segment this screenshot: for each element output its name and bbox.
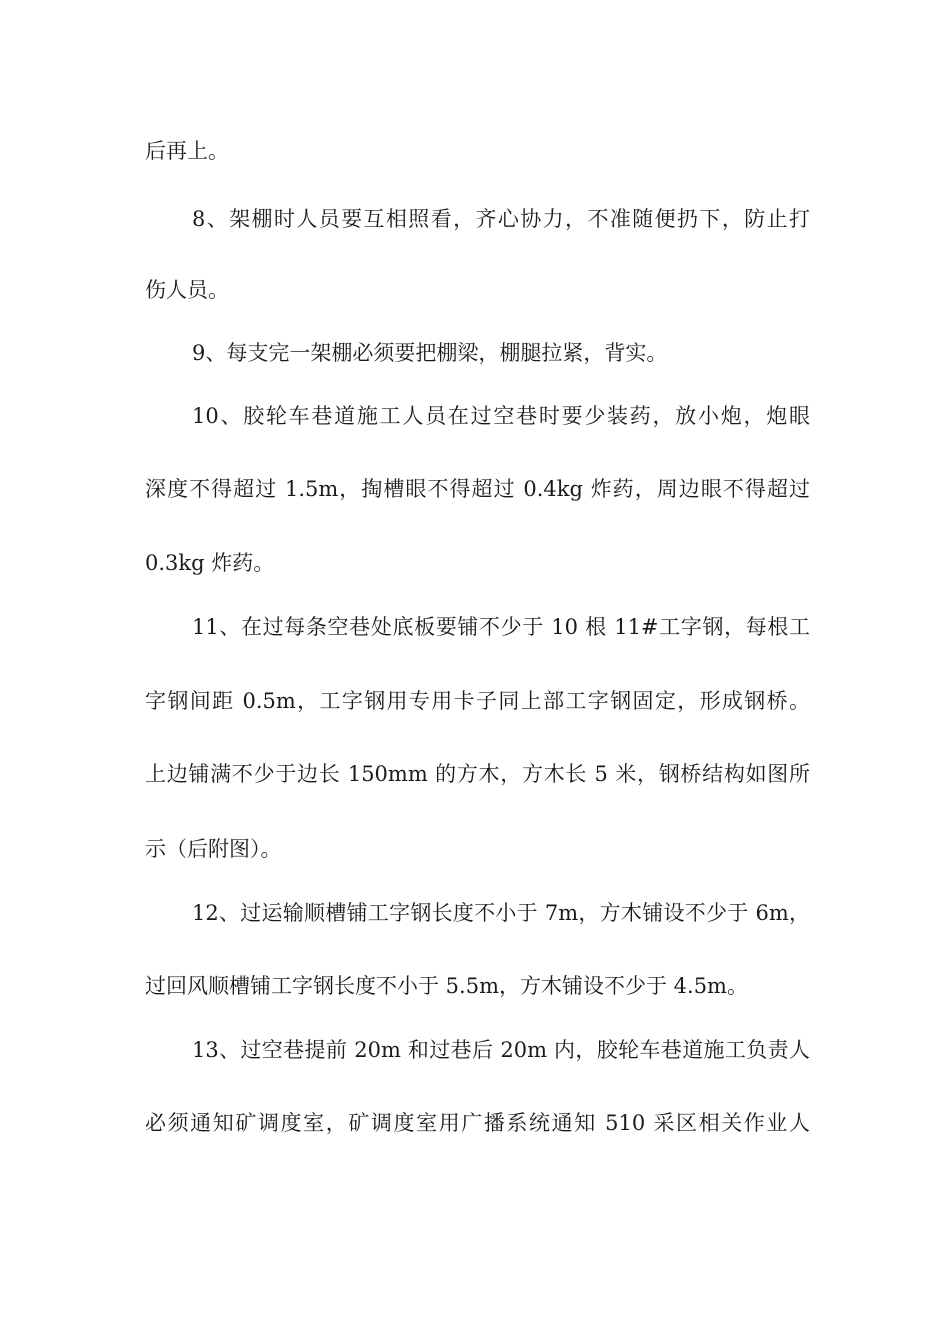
- text-line-2: 8、架棚时人员要互相照看，齐心协力，不准随便扔下，防止打: [192, 207, 810, 231]
- text-line-12: 12、过运输顺槽铺工字钢长度不小于 7m，方木铺设不少于 6m，: [192, 901, 810, 925]
- text-line-5: 10、胶轮车巷道施工人员在过空巷时要少装药，放小炮，炮眼: [192, 404, 810, 428]
- text-line-10: 上边铺满不少于边长 150mm 的方木，方木长 5 米，钢桥结构如图所: [145, 762, 810, 786]
- text-line-1: 后再上。: [145, 139, 229, 163]
- text-line-9: 字钢间距 0.5m，工字钢用专用卡子同上部工字钢固定，形成钢桥。: [145, 689, 810, 713]
- text-line-6: 深度不得超过 1.5m，掏槽眼不得超过 0.4kg 炸药，周边眼不得超过: [145, 477, 810, 501]
- text-line-4: 9、每支完一架棚必须要把棚梁，棚腿拉紧，背实。: [192, 341, 668, 365]
- text-line-7: 0.3kg 炸药。: [145, 551, 275, 575]
- text-line-15: 必须通知矿调度室，矿调度室用广播系统通知 510 采区相关作业人: [145, 1111, 810, 1135]
- text-line-14: 13、过空巷提前 20m 和过巷后 20m 内，胶轮车巷道施工负责人: [192, 1038, 810, 1062]
- text-line-3: 伤人员。: [145, 278, 229, 302]
- text-line-11: 示（后附图）。: [145, 837, 282, 861]
- text-line-8: 11、在过每条空巷处底板要铺不少于 10 根 11#工字钢，每根工: [192, 615, 810, 639]
- text-line-13: 过回风顺槽铺工字钢长度不小于 5.5m，方木铺设不少于 4.5m。: [145, 974, 748, 998]
